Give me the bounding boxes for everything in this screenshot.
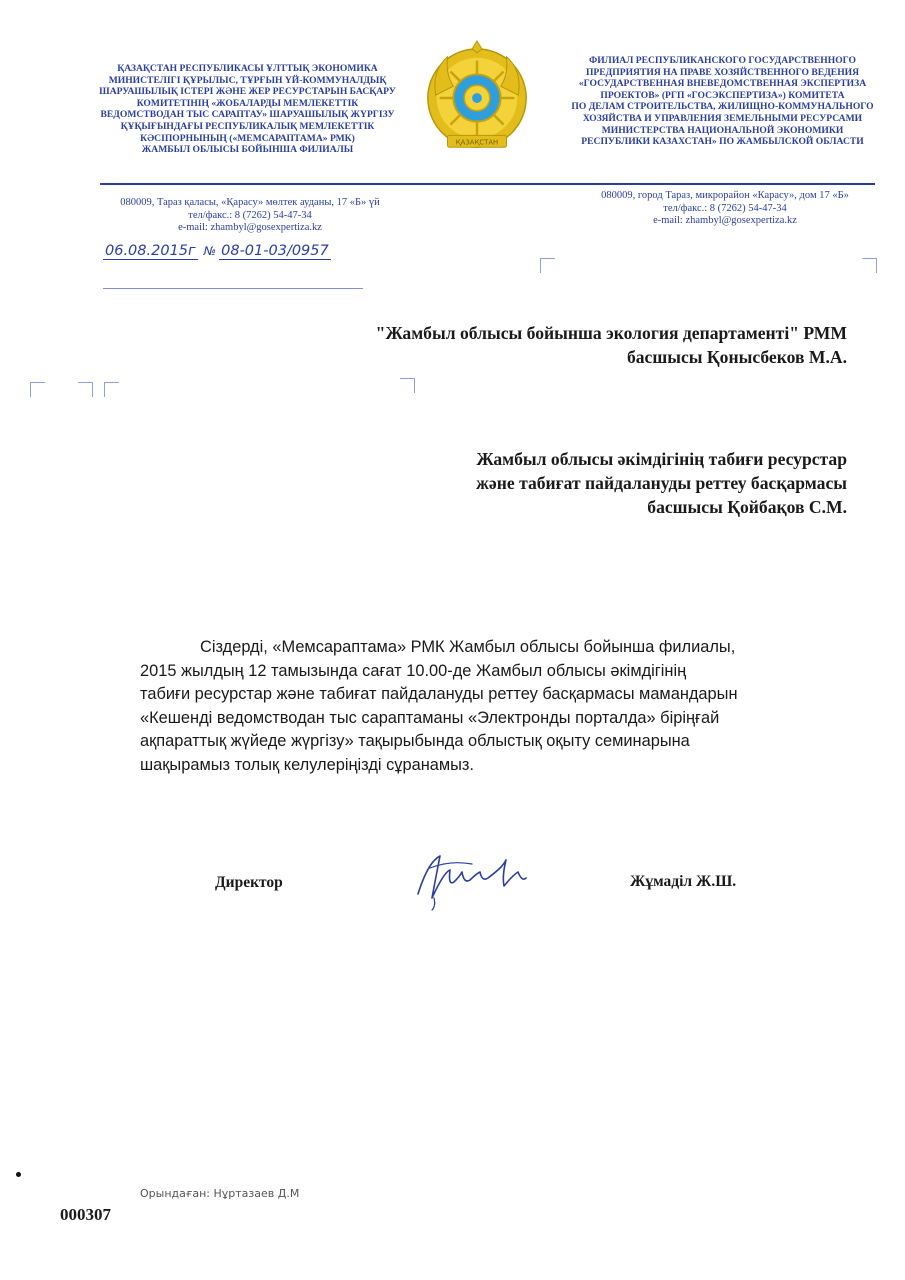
emblem-text: ҚАЗАҚСТАН — [455, 138, 499, 147]
margin-dot — [16, 1172, 21, 1177]
body-line: «Кешенді ведомстводан тыс сараптаманы «Электронды порталда» біріңғай — [140, 708, 720, 727]
addressee-line: "Жамбыл облысы бойынша экология департаменті" РММ — [375, 323, 847, 343]
addressee-line: басшысы Қойбақов С.М. — [647, 497, 847, 517]
letterhead-left-org-name — [80, 63, 415, 156]
body-line: шақырамыз толық келулеріңізді сұранамыз. — [140, 755, 474, 774]
handwritten-signature-icon — [410, 842, 540, 912]
body-line: Сіздерді, «Мемсараптама» РМК Жамбыл облысы бойынша филиалы, — [200, 638, 736, 656]
letterhead-left-line: МИНИСТЕЛІГІ ҚҰРЫЛЫС, ТҰРҒЫН ҮЙ-КОММУНАЛДЫҚ — [108, 74, 387, 86]
letterhead-left-line: КӘСІПОРНЫНЫҢ («МЕМСАРАПТАМА» РМК) — [140, 132, 355, 144]
form-corner-mark — [540, 258, 555, 273]
addressee-natural-resources-department — [327, 447, 847, 519]
registration-underline — [103, 288, 363, 289]
registration-line — [103, 243, 373, 267]
letterhead-divider — [100, 183, 875, 185]
letterhead-left-line: КОМИТЕТІНІҢ «ЖОБАЛАРДЫ МЕМЛЕКЕТТІК — [136, 97, 359, 109]
addressee-line: және табиғат пайдалануды реттеу басқармасы — [476, 473, 847, 493]
address-block-left — [95, 197, 405, 235]
body-line: 2015 жылдың 12 тамызында сағат 10.00-де Жамбыл облысы әкімдігінің — [140, 661, 687, 680]
phone-line: тел/факс.: 8 (7262) 54-47-34 — [663, 202, 787, 214]
letterhead-right-line: ПРОЕКТОВ» (РГП «ГОСЭКСПЕРТИЗА») КОМИТЕТА — [600, 89, 845, 101]
registration-number-label: № — [203, 244, 217, 258]
body-line: ақпараттық жүйеде жүргізу» тақырыбында облыстық оқыту семинарына — [140, 732, 690, 751]
registration-date: 06.08.2015г — [105, 243, 196, 259]
address-block-right — [560, 190, 890, 228]
kazakhstan-state-emblem-icon — [418, 40, 536, 160]
letterhead-left-line: ҚҰҚЫҒЫНДАҒЫ РЕСПУБЛИКАЛЫҚ МЕМЛЕКЕТТІК — [120, 120, 375, 132]
addressee-ecology-department — [207, 321, 847, 369]
addressee-line: Жамбыл облысы әкімдігінің табиғи ресурстар — [476, 449, 847, 469]
phone-line: тел/факс.: 8 (7262) 54-47-34 — [188, 209, 312, 221]
letterhead-left-line: ШАРУАШЫЛЫҚ ІСТЕРІ ЖӘНЕ ЖЕР РЕСУРСТАРЫН БАСҚАРУ — [99, 86, 396, 98]
letter-body — [140, 636, 850, 778]
body-line: табиғи ресурстар және табиғат пайдалануды реттеу басқармасы мамандарын — [140, 685, 738, 704]
letterhead-left-line: ЖАМБЫЛ ОБЛЫСЫ БОЙЫНША ФИЛИАЛЫ — [141, 144, 354, 156]
letterhead-right-org-name — [555, 55, 890, 148]
form-corner-mark — [400, 378, 415, 393]
executor-note: Орындаған: Нұртазаев Д.М — [140, 1187, 300, 1200]
email-line: e-mail: zhambyl@gosexpertiza.kz — [178, 222, 322, 234]
signatory-name: Жұмаділ Ж.Ш. — [630, 873, 737, 890]
form-corner-mark — [78, 382, 93, 397]
registration-number: 08-01-03/0957 — [221, 243, 329, 259]
letterhead-right-line: ФИЛИАЛ РЕСПУБЛИКАНСКОГО ГОСУДАРСТВЕННОГО — [588, 55, 857, 66]
email-line: e-mail: zhambyl@gosexpertiza.kz — [653, 215, 797, 227]
addressee-line: басшысы Қонысбеков М.А. — [626, 347, 847, 367]
form-corner-mark — [104, 382, 119, 397]
letterhead-right-line: «ГОСУДАРСТВЕННАЯ ВНЕВЕДОМСТВЕННАЯ ЭКСПЕРТИЗА — [578, 78, 867, 90]
address-line: 080009, Тараз қаласы, «Қарасу» мөлтек ауданы, 17 «Б» үй — [120, 197, 380, 208]
letterhead-right-line: ПРЕДПРИЯТИЯ НА ПРАВЕ ХОЗЯЙСТВЕННОГО ВЕДЕНИЯ — [585, 66, 860, 78]
letterhead-right-line: ХОЗЯЙСТВА И УПРАВЛЕНИЯ ЗЕМЕЛЬНЫМИ РЕСУРСАМИ — [582, 112, 863, 124]
letterhead-right-line: МИНИСТЕРСТВА НАЦИОНАЛЬНОЙ ЭКОНОМИКИ — [601, 124, 844, 136]
form-corner-mark — [862, 258, 877, 273]
letterhead-right-line: РЕСПУБЛИКИ КАЗАХСТАН» ПО ЖАМБЫЛСКОЙ ОБЛАСТИ — [581, 136, 864, 148]
document-code: 000307 — [60, 1205, 111, 1224]
signatory-title: Директор — [215, 874, 283, 891]
letterhead-left-line: ВЕДОМСТВОДАН ТЫС САРАПТАУ» ШАРУАШЫЛЫҚ ЖҮРГІЗУ — [100, 109, 395, 121]
letterhead-left-line: ҚАЗАҚСТАН РЕСПУБЛИКАСЫ ҰЛТТЫҚ ЭКОНОМИКА — [117, 63, 378, 74]
form-corner-mark — [30, 382, 45, 397]
address-line: 080009, город Тараз, микрорайон «Карасу», дом 17 «Б» — [601, 190, 849, 201]
letterhead-right-line: ПО ДЕЛАМ СТРОИТЕЛЬСТВА, ЖИЛИЩНО-КОММУНАЛЬНОГО — [571, 101, 874, 113]
